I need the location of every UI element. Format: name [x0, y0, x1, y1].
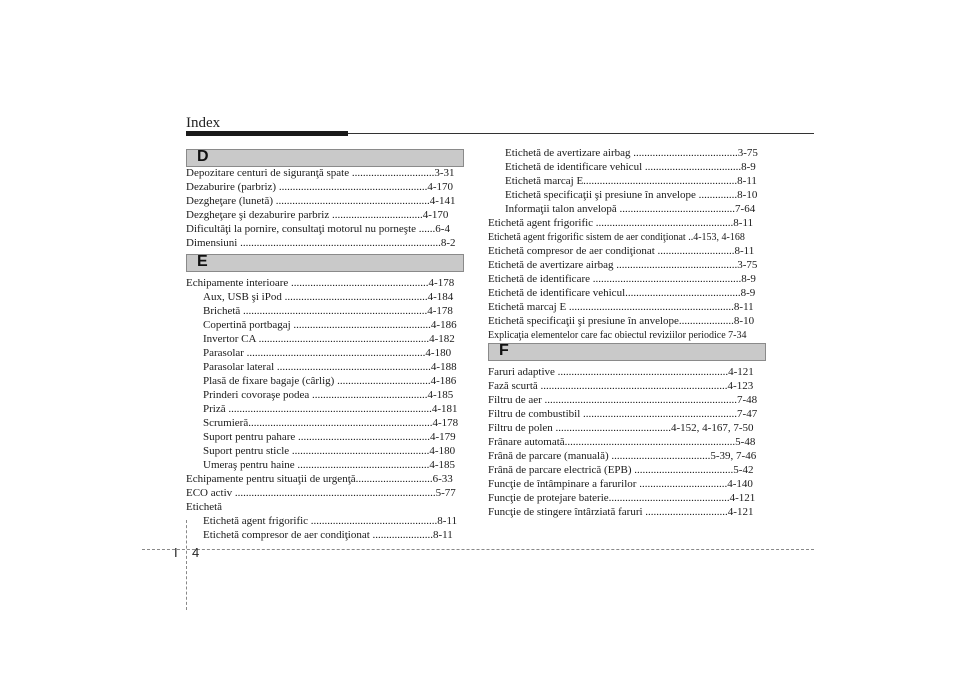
index-entry: Frânare automată..............................................................5-48	[488, 436, 756, 448]
index-entry: Etichetă de avertizare airbag ......................................3-75	[505, 147, 758, 159]
index-entry: Informaţii talon anvelopă ..........................................7-64	[505, 203, 756, 215]
section-header-d	[186, 149, 464, 167]
index-entry: Etichetă agent frigorific ..............................................8-11	[203, 515, 458, 527]
index-entry: Funcţie de protejare baterie............................................4-121	[488, 492, 756, 504]
index-entry: Funcţie de stingere întârziată faruri ..............................4-121	[488, 506, 754, 518]
index-entry: Parasolar .................................................................4-180	[203, 347, 452, 359]
index-entry: Priză ..........................................................................4-181	[203, 403, 458, 415]
index-entry: ECO activ .........................................................................5-77	[186, 487, 456, 499]
index-entry: Aux, USB şi iPod ....................................................4-184	[203, 291, 454, 303]
index-entry: Etichetă marcaj E........................................................8-11	[505, 175, 757, 187]
index-entry: Etichetă de identificare ......................................................8-9	[488, 273, 756, 285]
index-entry: Etichetă compresor de aer condiţionat ......................8-11	[203, 529, 453, 541]
page-title: Index	[186, 115, 221, 131]
index-entry: Filtru de aer ......................................................................7-48	[488, 394, 758, 406]
index-entry: Plasă de fixare bagaje (cârlig) ..................................4-186	[203, 375, 457, 387]
section-letter: E	[197, 253, 208, 270]
index-entry: Etichetă compresor de aer condiţionat ............................8-11	[488, 245, 755, 257]
index-entry: Suport pentru sticle ..................................................4-180	[203, 445, 456, 457]
footer-section-label: I	[174, 545, 178, 560]
page-number: 4	[192, 545, 200, 560]
index-entry: Etichetă de identificare vehicul ...................................8-9	[505, 161, 756, 173]
index-entry: Suport pentru pahare ................................................4-179	[203, 431, 456, 443]
footer-rule	[142, 549, 814, 550]
section-header-e	[186, 254, 464, 272]
footer-divider	[186, 520, 187, 610]
index-entry: Etichetă marcaj E ............................................................8-11	[488, 301, 754, 313]
index-entry: Copertină portbagaj ..................................................4-186	[203, 319, 457, 331]
index-entry: Etichetă agent frigorific sistem de aer condiţionat ..4-153, 4-168	[488, 232, 745, 243]
index-entry: Dificultăţi la pornire, consultaţi motorul nu porneşte ......6-4	[186, 223, 450, 235]
section-letter: F	[499, 342, 509, 359]
index-entry: Etichetă specificaţii şi presiune în anvelope ..............8-10	[505, 189, 758, 201]
section-letter: D	[197, 148, 209, 165]
index-entry: Filtru de polen ..........................................4-152, 4-167, 7-50	[488, 422, 754, 434]
index-entry: Etichetă agent frigorific ..................................................8-11	[488, 217, 754, 229]
index-entry: Scrumieră...................................................................4-178	[203, 417, 459, 429]
index-entry: Funcţie de întâmpinare a farurilor ................................4-140	[488, 478, 753, 490]
index-entry: Echipamente interioare ..................................................4-178	[186, 277, 455, 289]
index-entry: Umeraş pentru haine ................................................4-185	[203, 459, 456, 471]
index-entry: Invertor CA ..............................................................4-182	[203, 333, 455, 345]
index-entry: Etichetă de avertizare airbag ............................................3-75	[488, 259, 758, 271]
index-entry: Fază scurtă ....................................................................4-123	[488, 380, 754, 392]
index-entry: Frână de parcare electrică (EPB) ....................................5-42	[488, 464, 754, 476]
index-entry: Frână de parcare (manuală) ....................................5-39, 7-46	[488, 450, 757, 462]
index-entry: Dimensiuni .........................................................................8-2	[186, 237, 456, 249]
index-entry: Brichetă ...................................................................4-178	[203, 305, 453, 317]
index-entry: Parasolar lateral ........................................................4-188	[203, 361, 457, 373]
index-entry: Echipamente pentru situaţii de urgenţă............................6-33	[186, 473, 453, 485]
index-entry: Etichetă de identificare vehicul..........................................8-9	[488, 287, 756, 299]
section-header-f	[488, 343, 766, 361]
index-entry: Dezgheţare (lunetă) ........................................................4-141	[186, 195, 456, 207]
index-entry: Depozitare centuri de siguranţă spate ..............................3-31	[186, 167, 455, 179]
index-entry: Faruri adaptive ..............................................................4-121	[488, 366, 754, 378]
index-entry: Filtru de combustibil ........................................................7-47	[488, 408, 758, 420]
index-entry: Etichetă	[186, 501, 223, 513]
index-entry: Dezaburire (parbriz) ......................................................4-170	[186, 181, 453, 193]
index-entry: Prinderi covoraşe podea ..........................................4-185	[203, 389, 454, 401]
index-entry: Etichetă specificaţii şi presiune în anvelope....................8-10	[488, 315, 755, 327]
header-rule-accent	[186, 131, 348, 136]
index-entry: Dezgheţare şi dezaburire parbriz .................................4-170	[186, 209, 449, 221]
index-entry: Explicaţia elementelor care fac obiectul reviziilor periodice 7-34	[488, 330, 747, 341]
